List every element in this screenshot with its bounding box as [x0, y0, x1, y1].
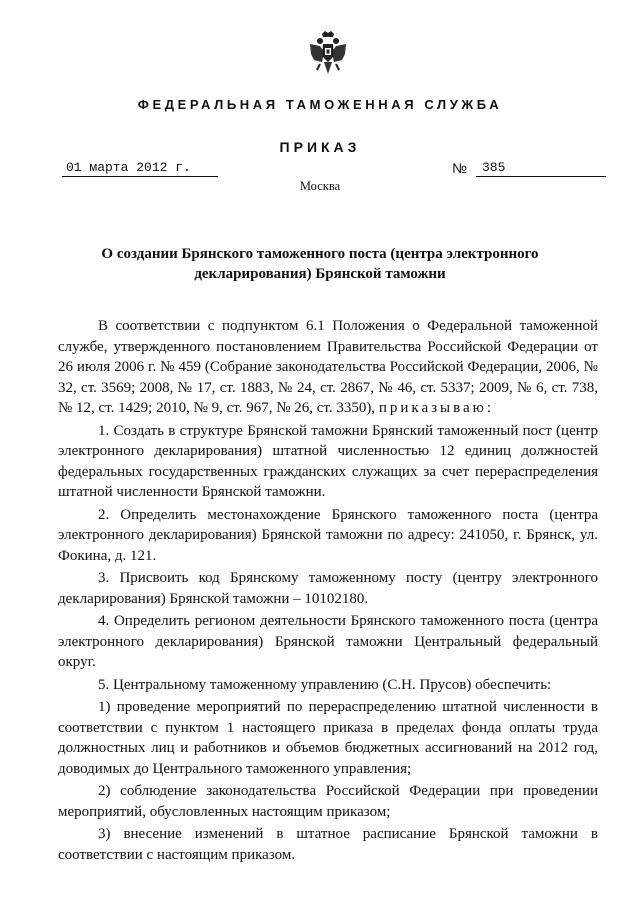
paragraph-2: 2. Определить местонахождение Брянского таможенного поста (центра электронного декларирования) Брянской таможни по адресу: 241050, г. Брянск, ул. Фокина, д. 121. — [58, 506, 598, 564]
paragraph-5-3: 3) внесение изменений в штатное расписание Брянской таможни в соответствии с настоящим приказом. — [58, 826, 598, 863]
preamble-paragraph — [58, 316, 598, 419]
order-date: 01 марта 2012 г. — [62, 160, 218, 177]
order-directive: приказываю: — [378, 400, 495, 416]
preamble-text: В соответствии с подпунктом 6.1 Положения о Федеральной таможенной службе, утвержденного постановлением Правительства Российской Федерации от 26 июля 2006 г. № 459 (Собрание законодательства Российской Федерации, 2006, № 32, ст. 3569; 2008, № 17, ст. 1883, № 24, ст. 2867, № 46, ст. 5337; 2009, № 6, ст. 738, № 12, ст. 1429; 2010, № 9, ст. 967, № 26, ст. 3350), — [58, 318, 598, 416]
agency-name: ФЕДЕРАЛЬНАЯ ТАМОЖЕННАЯ СЛУЖБА — [137, 97, 503, 112]
paragraph-5-1: 1) проведение мероприятий по перераспределению штатной численности в соответствии с пунктом 1 настоящего приказа в пределах фонда оплаты труда должностных лиц и работников и объемов бюджетных ассигнований на 2012 год, доводимых до Центрального таможенного управления; — [58, 699, 598, 777]
paragraph-5-2: 2) соблюдение законодательства Российской Федерации при проведении мероприятий, обусловленных настоящим приказом; — [58, 783, 598, 820]
order-title-line-1: О создании Брянского таможенного поста (центра электронного — [101, 246, 539, 262]
paragraph-3: 3. Присвоить код Брянскому таможенному посту (центру электронного декларирования) Брянской таможни – 10102180. — [58, 570, 598, 607]
order-number-label: № — [452, 160, 468, 176]
paragraph-5: 5. Центральному таможенному управлению (С.Н. Прусов) обеспечить: — [98, 676, 552, 693]
document-type: ПРИКАЗ — [279, 139, 361, 155]
paragraph-1: 1. Создать в структуре Брянской таможни Брянский таможенный пост (центр электронного декларирования) штатной численностью 12 единиц должностей федеральных государственных гражданских служащих за счет перераспределения штатной численности Брянской таможни. — [58, 422, 598, 500]
double-headed-eagle-emblem-icon — [308, 30, 348, 80]
order-body — [58, 316, 598, 867]
order-title-line-2: декларирования) Брянской таможни — [194, 266, 446, 282]
paragraph-4: 4. Определить регионом деятельности Брянского таможенного поста (центра электронного декларирования) Брянской таможни Центральный федеральный округ. — [58, 613, 598, 670]
order-city: Москва — [299, 179, 341, 193]
order-title — [80, 244, 560, 284]
order-number: 385 — [476, 160, 606, 177]
